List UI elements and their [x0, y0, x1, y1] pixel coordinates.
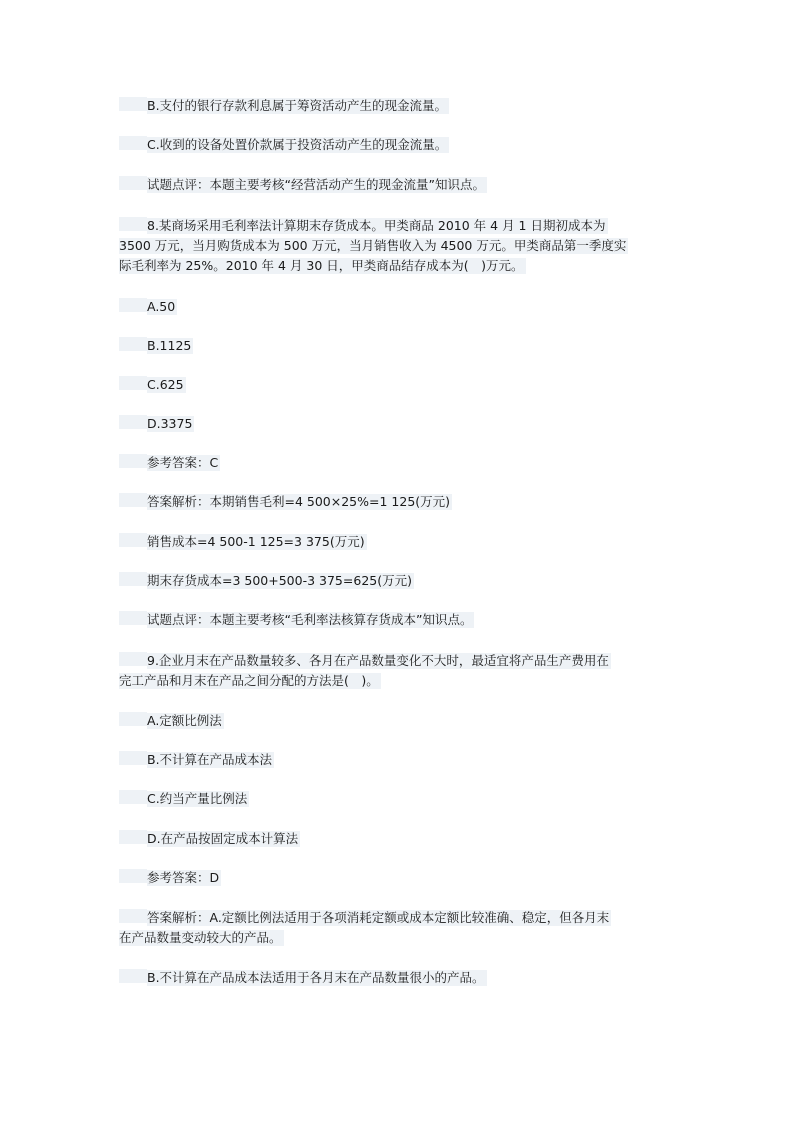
text-line: 期末存货成本=3 500+500-3 375=625(万元) [147, 573, 412, 588]
question-9-explanation-2 [119, 928, 284, 948]
question-8-option-c [119, 375, 186, 395]
text-line: 3500 万元，当月购货成本为 500 万元，当月销售收入为 4500 万元。甲类商品第一季度实 [119, 238, 627, 253]
text-line: A.50 [147, 299, 176, 314]
paragraph-option-c-prev [119, 135, 449, 155]
question-9-line-2 [119, 671, 381, 691]
question-8-answer [119, 453, 220, 473]
question-9-option-b [119, 750, 274, 770]
question-8-option-a [119, 297, 177, 317]
question-8-review [119, 610, 474, 630]
text-line: 9.企业月末在产品数量较多、各月在产品数量变化不大时，最适宜将产品生产费用在 [147, 653, 609, 668]
text-line: D.在产品按固定成本计算法 [147, 831, 299, 846]
question-8-line-1 [119, 216, 608, 236]
question-9-explanation-b [119, 968, 487, 988]
question-8-line-3 [119, 256, 526, 276]
question-9-explanation-1 [119, 908, 611, 928]
text-line: B.1125 [147, 338, 192, 353]
text-line: 完工产品和月末在产品之间分配的方法是( )。 [119, 673, 379, 688]
question-8-explanation-1 [119, 492, 452, 512]
question-8-option-d [119, 414, 194, 434]
text-line: B.支付的银行存款利息属于筹资活动产生的现金流量。 [147, 98, 448, 113]
question-8-line-2 [119, 236, 628, 256]
text-line: 8.某商场采用毛利率法计算期末存货成本。甲类商品 2010 年 4 月 1 日期初成本为 [147, 218, 606, 233]
paragraph-review-prev [119, 175, 487, 195]
text-line: 答案解析：A.定额比例法适用于各项消耗定额或成本定额比较准确、稳定，但各月末 [147, 910, 610, 925]
question-9-option-a [119, 711, 224, 731]
question-8-explanation-2 [119, 532, 367, 552]
text-line: A.定额比例法 [147, 713, 222, 728]
question-9-answer [119, 868, 221, 888]
text-line: 际毛利率为 25%。2010 年 4 月 30 日，甲类商品结存成本为( )万元。 [119, 258, 524, 273]
text-line: D.3375 [147, 416, 193, 431]
text-line: C.收到的设备处置价款属于投资活动产生的现金流量。 [147, 137, 448, 152]
text-line: 在产品数量变动较大的产品。 [119, 930, 282, 945]
question-9-line-1 [119, 651, 611, 671]
question-8-option-b [119, 336, 193, 356]
text-line: B.不计算在产品成本法 [147, 752, 273, 767]
question-9-option-d [119, 829, 300, 849]
question-8-explanation-3 [119, 571, 414, 591]
text-line: 试题点评：本题主要考核“经营活动产生的现金流量”知识点。 [147, 177, 485, 192]
paragraph-option-b-prev [119, 96, 449, 116]
question-9-option-c [119, 789, 249, 809]
text-line: C.约当产量比例法 [147, 791, 248, 806]
text-line: 销售成本=4 500-1 125=3 375(万元) [147, 534, 365, 549]
text-line: 参考答案：D [147, 870, 220, 885]
text-line: 参考答案：C [147, 455, 219, 470]
text-line: C.625 [147, 377, 184, 392]
text-line: 试题点评：本题主要考核“毛利率法核算存货成本”知识点。 [147, 612, 473, 627]
text-line: 答案解析：本期销售毛利=4 500×25%=1 125(万元) [147, 494, 451, 509]
text-line: B.不计算在产品成本法适用于各月末在产品数量很小的产品。 [147, 970, 485, 985]
